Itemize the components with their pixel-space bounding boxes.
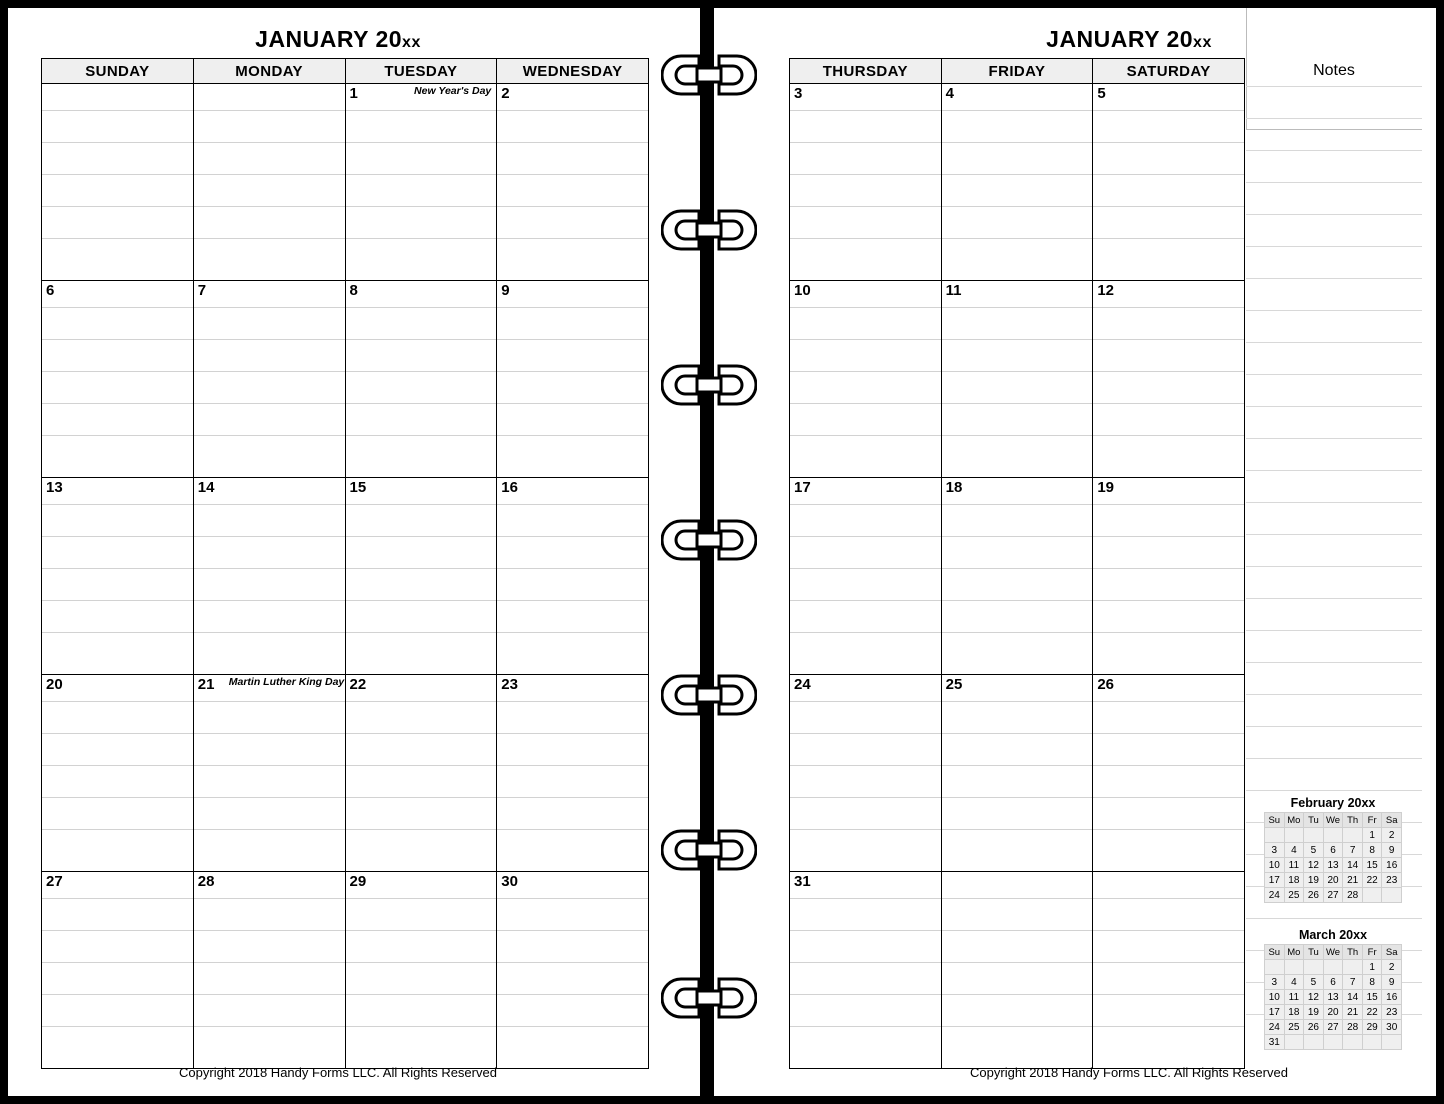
writing-lines (346, 84, 497, 280)
writing-lines (42, 281, 193, 477)
mini-day-cell (1382, 888, 1402, 903)
day-number: 6 (46, 282, 55, 299)
mini-day-cell: 6 (1323, 975, 1343, 990)
writing-lines (790, 478, 941, 674)
mini-day-cell: 10 (1265, 858, 1285, 873)
day-number: 23 (501, 676, 518, 693)
day-cell[interactable] (345, 281, 497, 478)
day-number: 29 (349, 873, 367, 890)
mini-day-cell: 2 (1382, 828, 1402, 843)
mini-day-cell (1323, 828, 1343, 843)
mini-day-cell (1284, 828, 1304, 843)
mini-day-cell: 10 (1265, 990, 1285, 1005)
day-cell[interactable] (497, 872, 649, 1069)
mini-day-cell: 3 (1265, 843, 1285, 858)
mini-weekday-header: Fr (1362, 813, 1382, 828)
writing-lines (497, 675, 648, 871)
mini-calendar-march-grid (1264, 944, 1402, 1050)
mini-day-cell: 23 (1382, 1005, 1402, 1020)
day-cell[interactable] (193, 84, 345, 281)
mini-day-cell: 22 (1362, 1005, 1382, 1020)
holiday-label: New Year's Day (414, 85, 492, 97)
mini-day-cell: 25 (1284, 1020, 1304, 1035)
day-number: 17 (794, 479, 811, 496)
binder-ring (661, 207, 757, 253)
day-cell[interactable] (42, 478, 194, 675)
writing-lines (1093, 84, 1244, 280)
mini-day-cell: 27 (1323, 888, 1343, 903)
writing-lines (790, 675, 941, 871)
day-number: 31 (794, 873, 811, 890)
mini-day-cell: 14 (1343, 858, 1363, 873)
mini-week-row (1265, 1005, 1402, 1020)
mini-weekday-header: Tu (1304, 945, 1324, 960)
notes-label: Notes (1313, 62, 1355, 79)
day-number: 19 (1097, 479, 1114, 496)
day-cell[interactable] (42, 675, 194, 872)
day-number: 12 (1097, 282, 1114, 299)
binder-ring (661, 975, 757, 1021)
mini-day-cell: 4 (1284, 975, 1304, 990)
mini-weekday-header: We (1323, 945, 1343, 960)
day-cell[interactable] (790, 281, 942, 478)
mini-day-cell (1323, 960, 1343, 975)
mini-day-cell (1382, 1035, 1402, 1050)
mini-day-cell: 1 (1362, 960, 1382, 975)
writing-lines (790, 872, 941, 1068)
mini-day-cell: 19 (1304, 1005, 1324, 1020)
column-header-saturday: SATURDAY (1093, 59, 1245, 84)
mini-day-cell: 9 (1382, 975, 1402, 990)
mini-day-cell: 30 (1382, 1020, 1402, 1035)
column-header-friday: FRIDAY (941, 59, 1093, 84)
writing-lines (194, 281, 345, 477)
left-page-title (8, 26, 668, 53)
mini-weekday-header: Sa (1382, 945, 1402, 960)
mini-day-cell (1343, 828, 1363, 843)
day-cell[interactable] (790, 675, 942, 872)
mini-day-cell: 22 (1362, 873, 1382, 888)
mini-day-cell: 3 (1265, 975, 1285, 990)
mini-weekday-header: Su (1265, 945, 1285, 960)
binder-ring (661, 672, 757, 718)
day-number: 24 (794, 676, 811, 693)
week-row (42, 281, 649, 478)
day-cell[interactable] (941, 872, 1093, 1069)
mini-day-cell: 29 (1362, 1020, 1382, 1035)
left-weekday-header-row (42, 59, 649, 84)
writing-lines (194, 872, 345, 1068)
writing-lines (194, 675, 345, 871)
right-page (714, 8, 1436, 1096)
day-number: 27 (46, 873, 63, 890)
mini-day-cell: 16 (1382, 858, 1402, 873)
writing-lines (497, 281, 648, 477)
mini-weekday-header-row (1265, 945, 1402, 960)
mini-day-cell: 19 (1304, 873, 1324, 888)
day-number: 20 (46, 676, 63, 693)
mini-weekday-header: We (1323, 813, 1343, 828)
writing-lines (1093, 675, 1244, 871)
mini-day-cell: 7 (1343, 843, 1363, 858)
column-header-sunday: SUNDAY (42, 59, 194, 84)
mini-day-cell: 31 (1265, 1035, 1285, 1050)
mini-day-cell (1284, 1035, 1304, 1050)
writing-lines (346, 478, 497, 674)
mini-day-cell (1304, 828, 1324, 843)
writing-lines (346, 281, 497, 477)
day-cell[interactable] (42, 281, 194, 478)
day-cell[interactable] (497, 478, 649, 675)
day-number: 21 (197, 676, 215, 693)
day-cell[interactable] (345, 872, 497, 1069)
mini-calendar-march (1264, 928, 1402, 1050)
mini-day-cell (1284, 960, 1304, 975)
week-row (42, 675, 649, 872)
writing-lines (42, 675, 193, 871)
mini-weekday-header-row (1265, 813, 1402, 828)
day-cell[interactable] (345, 84, 497, 281)
right-month-grid (789, 58, 1245, 1069)
mini-day-cell: 27 (1323, 1020, 1343, 1035)
day-cell[interactable] (1093, 478, 1245, 675)
day-number: 30 (501, 873, 518, 890)
mini-weekday-header: Fr (1362, 945, 1382, 960)
day-cell[interactable] (497, 281, 649, 478)
mini-day-cell: 26 (1304, 888, 1324, 903)
mini-weekday-header: Mo (1284, 945, 1304, 960)
holiday-label: Martin Luther King Day (228, 676, 345, 688)
mini-calendar-february-title: February 20xx (1290, 796, 1376, 810)
mini-day-cell: 26 (1304, 1020, 1324, 1035)
week-row (42, 478, 649, 675)
mini-day-cell: 16 (1382, 990, 1402, 1005)
mini-day-cell: 8 (1362, 975, 1382, 990)
day-cell[interactable] (790, 84, 942, 281)
mini-day-cell: 28 (1343, 888, 1363, 903)
week-row (790, 675, 1245, 872)
mini-day-cell: 2 (1382, 960, 1402, 975)
day-number: 10 (794, 282, 811, 299)
mini-weekday-header: Tu (1304, 813, 1324, 828)
day-cell[interactable] (193, 478, 345, 675)
day-number: 8 (349, 282, 358, 299)
mini-day-cell: 6 (1323, 843, 1343, 858)
week-row (790, 478, 1245, 675)
column-header-wednesday: WEDNESDAY (497, 59, 649, 84)
mini-day-cell (1362, 888, 1382, 903)
left-month-grid (41, 58, 649, 1069)
mini-week-row (1265, 873, 1402, 888)
binder-ring (661, 827, 757, 873)
mini-weekday-header: Sa (1382, 813, 1402, 828)
mini-day-cell: 18 (1284, 873, 1304, 888)
binder-ring (661, 362, 757, 408)
day-number: 16 (501, 479, 518, 496)
day-cell[interactable] (790, 872, 942, 1069)
right-weekday-header-row (790, 59, 1245, 84)
mini-week-row (1265, 960, 1402, 975)
writing-lines (1093, 478, 1244, 674)
mini-day-cell: 13 (1323, 990, 1343, 1005)
mini-weekday-header: Th (1343, 813, 1363, 828)
day-cell[interactable] (345, 675, 497, 872)
writing-lines (497, 872, 648, 1068)
mini-day-cell: 18 (1284, 1005, 1304, 1020)
mini-day-cell: 17 (1265, 1005, 1285, 1020)
week-row (42, 84, 649, 281)
writing-lines (790, 281, 941, 477)
day-number: 18 (945, 479, 963, 496)
mini-week-row (1265, 1035, 1402, 1050)
mini-week-row (1265, 1020, 1402, 1035)
mini-day-cell: 17 (1265, 873, 1285, 888)
week-row (790, 872, 1245, 1069)
day-cell[interactable] (193, 675, 345, 872)
mini-day-cell: 12 (1304, 858, 1324, 873)
day-number: 7 (197, 282, 207, 299)
mini-weekday-header: Th (1343, 945, 1363, 960)
writing-lines (42, 872, 193, 1068)
mini-week-row (1265, 990, 1402, 1005)
column-header-tuesday: TUESDAY (345, 59, 497, 84)
day-cell[interactable] (193, 281, 345, 478)
right-page-title-text: JANUARY 20 (1046, 26, 1194, 52)
mini-day-cell: 15 (1362, 858, 1382, 873)
writing-lines (942, 281, 1093, 477)
day-number: 9 (501, 282, 510, 299)
writing-lines (42, 84, 193, 280)
column-header-thursday: THURSDAY (790, 59, 942, 84)
right-page-title-year: xx (1193, 34, 1212, 51)
day-number: 15 (349, 479, 367, 496)
mini-day-cell (1323, 1035, 1343, 1050)
writing-lines (1093, 281, 1244, 477)
writing-lines (942, 675, 1093, 871)
day-cell[interactable] (1093, 675, 1245, 872)
right-page-footer: Copyright 2018 Handy Forms LLC. All Rights Reserved (970, 1065, 1288, 1080)
day-cell[interactable] (1093, 281, 1245, 478)
mini-calendar-march-title: March 20xx (1298, 928, 1368, 942)
mini-day-cell: 5 (1304, 975, 1324, 990)
binder-ring (661, 52, 757, 98)
week-row (790, 84, 1245, 281)
mini-day-cell: 20 (1323, 873, 1343, 888)
day-number: 2 (501, 85, 510, 102)
left-page (8, 8, 700, 1096)
mini-week-row (1265, 858, 1402, 873)
writing-lines (194, 84, 345, 280)
writing-lines (1093, 872, 1244, 1068)
day-cell[interactable] (497, 675, 649, 872)
day-cell[interactable] (1093, 872, 1245, 1069)
mini-day-cell: 15 (1362, 990, 1382, 1005)
mini-day-cell: 1 (1362, 828, 1382, 843)
mini-day-cell: 21 (1343, 873, 1363, 888)
mini-day-cell: 24 (1265, 1020, 1285, 1035)
day-cell[interactable] (941, 675, 1093, 872)
day-number: 11 (945, 282, 962, 299)
day-cell[interactable] (193, 872, 345, 1069)
mini-day-cell: 14 (1343, 990, 1363, 1005)
day-cell[interactable] (42, 872, 194, 1069)
week-row (42, 872, 649, 1069)
mini-day-cell: 7 (1343, 975, 1363, 990)
writing-lines (346, 872, 497, 1068)
day-number: 14 (197, 479, 215, 496)
writing-lines (497, 84, 648, 280)
mini-day-cell (1343, 960, 1363, 975)
left-page-footer: Copyright 2018 Handy Forms LLC. All Rights Reserved (179, 1065, 497, 1080)
mini-calendar-february-grid (1264, 812, 1402, 903)
binder-ring (661, 517, 757, 563)
day-number: 26 (1097, 676, 1114, 693)
mini-day-cell: 25 (1284, 888, 1304, 903)
day-cell[interactable] (345, 478, 497, 675)
writing-lines (790, 84, 941, 280)
mini-day-cell: 11 (1284, 858, 1304, 873)
writing-lines (942, 872, 1093, 1068)
mini-day-cell (1362, 1035, 1382, 1050)
writing-lines (42, 478, 193, 674)
mini-weekday-header: Mo (1284, 813, 1304, 828)
mini-day-cell (1304, 1035, 1324, 1050)
day-number: 25 (945, 676, 963, 693)
day-cell[interactable] (941, 478, 1093, 675)
mini-week-row (1265, 888, 1402, 903)
mini-day-cell: 20 (1323, 1005, 1343, 1020)
day-cell[interactable] (941, 281, 1093, 478)
mini-day-cell: 13 (1323, 858, 1343, 873)
left-page-title-year: xx (402, 34, 421, 51)
mini-weekday-header: Su (1265, 813, 1285, 828)
day-number: 22 (349, 676, 367, 693)
week-row (790, 281, 1245, 478)
writing-lines (194, 478, 345, 674)
day-number: 5 (1097, 85, 1106, 102)
day-number: 28 (197, 873, 215, 890)
mini-day-cell: 21 (1343, 1005, 1363, 1020)
column-header-monday: MONDAY (193, 59, 345, 84)
mini-day-cell: 9 (1382, 843, 1402, 858)
mini-day-cell (1343, 1035, 1363, 1050)
day-cell[interactable] (1093, 84, 1245, 281)
mini-day-cell (1265, 828, 1285, 843)
writing-lines (346, 675, 497, 871)
notes-writing-area[interactable] (1246, 86, 1422, 1048)
mini-day-cell: 23 (1382, 873, 1402, 888)
mini-day-cell: 5 (1304, 843, 1324, 858)
day-number: 1 (349, 85, 358, 102)
mini-day-cell: 4 (1284, 843, 1304, 858)
mini-calendar-february (1264, 796, 1402, 903)
day-cell[interactable] (790, 478, 942, 675)
day-cell[interactable] (42, 84, 194, 281)
day-number: 4 (945, 85, 954, 102)
mini-day-cell: 28 (1343, 1020, 1363, 1035)
left-page-title-text: JANUARY 20 (255, 26, 403, 52)
day-number: 13 (46, 479, 63, 496)
mini-day-cell: 8 (1362, 843, 1382, 858)
mini-day-cell (1265, 960, 1285, 975)
mini-day-cell (1304, 960, 1324, 975)
writing-lines (942, 84, 1093, 280)
mini-day-cell: 11 (1284, 990, 1304, 1005)
day-cell[interactable] (497, 84, 649, 281)
day-cell[interactable] (941, 84, 1093, 281)
mini-week-row (1265, 843, 1402, 858)
mini-day-cell: 12 (1304, 990, 1324, 1005)
mini-week-row (1265, 975, 1402, 990)
writing-lines (497, 478, 648, 674)
mini-day-cell: 24 (1265, 888, 1285, 903)
writing-lines (942, 478, 1093, 674)
mini-week-row (1265, 828, 1402, 843)
day-number: 3 (794, 85, 803, 102)
